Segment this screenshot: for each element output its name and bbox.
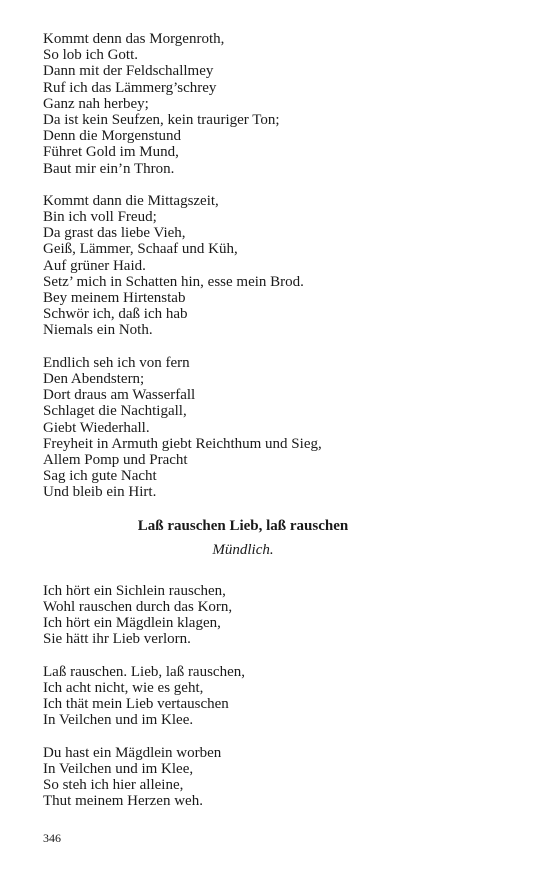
verse-line: Und bleib ein Hirt. xyxy=(43,484,157,501)
stanza xyxy=(43,583,513,648)
verse-line: Dann mit der Feldschallmey xyxy=(43,63,214,80)
verse-line: Ich hört ein Sichlein rauschen, xyxy=(43,582,226,599)
stanza xyxy=(43,31,513,177)
stanza xyxy=(43,745,513,810)
verse-line: Geiß, Lämmer, Schaaf und Küh, xyxy=(43,241,238,258)
verse-line: Laß rauschen. Lieb, laß rauschen, xyxy=(43,663,245,680)
verse-line: Bin ich voll Freud; xyxy=(43,209,157,226)
verse-line: Ruf ich das Lämmerg’schrey xyxy=(43,79,217,96)
verse-line: Schwör ich, daß ich hab xyxy=(43,306,188,323)
verse-line: Den Abendstern; xyxy=(43,370,145,387)
verse-line: Du hast ein Mägdlein worben xyxy=(43,744,222,761)
verse-line: Führet Gold im Mund, xyxy=(43,144,179,161)
page-number: 346 xyxy=(43,831,61,845)
stanza xyxy=(43,355,513,501)
verse-line: Kommt denn das Morgenroth, xyxy=(43,31,225,47)
verse-line: Ich acht nicht, wie es geht, xyxy=(43,679,204,696)
verse-line: Auf grüner Haid. xyxy=(43,257,146,274)
verse-line: Denn die Morgenstund xyxy=(43,128,182,145)
poem-1 xyxy=(43,31,513,500)
verse-line: So steh ich hier alleine, xyxy=(43,776,184,793)
verse-line: In Veilchen und im Klee, xyxy=(43,760,194,777)
verse-line: In Veilchen und im Klee. xyxy=(43,712,194,729)
verse-line: Niemals ein Noth. xyxy=(43,322,153,339)
verse-line: Sie hätt ihr Lieb verlorn. xyxy=(43,631,191,648)
verse-line: Dort draus am Wasserfall xyxy=(43,387,196,404)
verse-line: Da grast das liebe Vieh, xyxy=(43,225,186,242)
verse-line: Freyheit in Armuth giebt Reichthum und Sieg, xyxy=(43,435,322,452)
poem-2 xyxy=(43,517,513,810)
poem-source: Mündlich. xyxy=(212,541,274,558)
verse-line: Allem Pomp und Pracht xyxy=(43,451,188,468)
verse-line: Ich thät mein Lieb vertauschen xyxy=(43,695,229,712)
verse-line: Bey meinem Hirtenstab xyxy=(43,290,186,306)
poem-title: Laß rauschen Lieb, laß rauschen xyxy=(137,517,349,534)
verse-line: Kommt dann die Mittagszeit, xyxy=(43,192,219,209)
text-column xyxy=(43,31,513,825)
verse-line: Endlich seh ich von fern xyxy=(43,354,190,371)
verse-line: Setz’ mich in Schatten hin, esse mein Brod. xyxy=(43,273,304,290)
verse-line: Thut meinem Herzen weh. xyxy=(43,793,203,810)
stanza xyxy=(43,193,513,339)
verse-line: Baut mir ein’n Thron. xyxy=(43,160,175,177)
verse-line: Schlaget die Nachtigall, xyxy=(43,403,187,420)
verse-line: Ich hört ein Mägdlein klagen, xyxy=(43,615,221,631)
verse-line: Ganz nah herbey; xyxy=(43,95,149,112)
verse-line: Da ist kein Seufzen, kein trauriger Ton; xyxy=(43,111,280,128)
verse-line: Sag ich gute Nacht xyxy=(43,468,157,485)
verse-line: So lob ich Gott. xyxy=(43,47,139,64)
verse-line: Wohl rauschen durch das Korn, xyxy=(43,598,233,615)
stanza xyxy=(43,664,513,729)
verse-line: Giebt Wiederhall. xyxy=(43,419,150,436)
